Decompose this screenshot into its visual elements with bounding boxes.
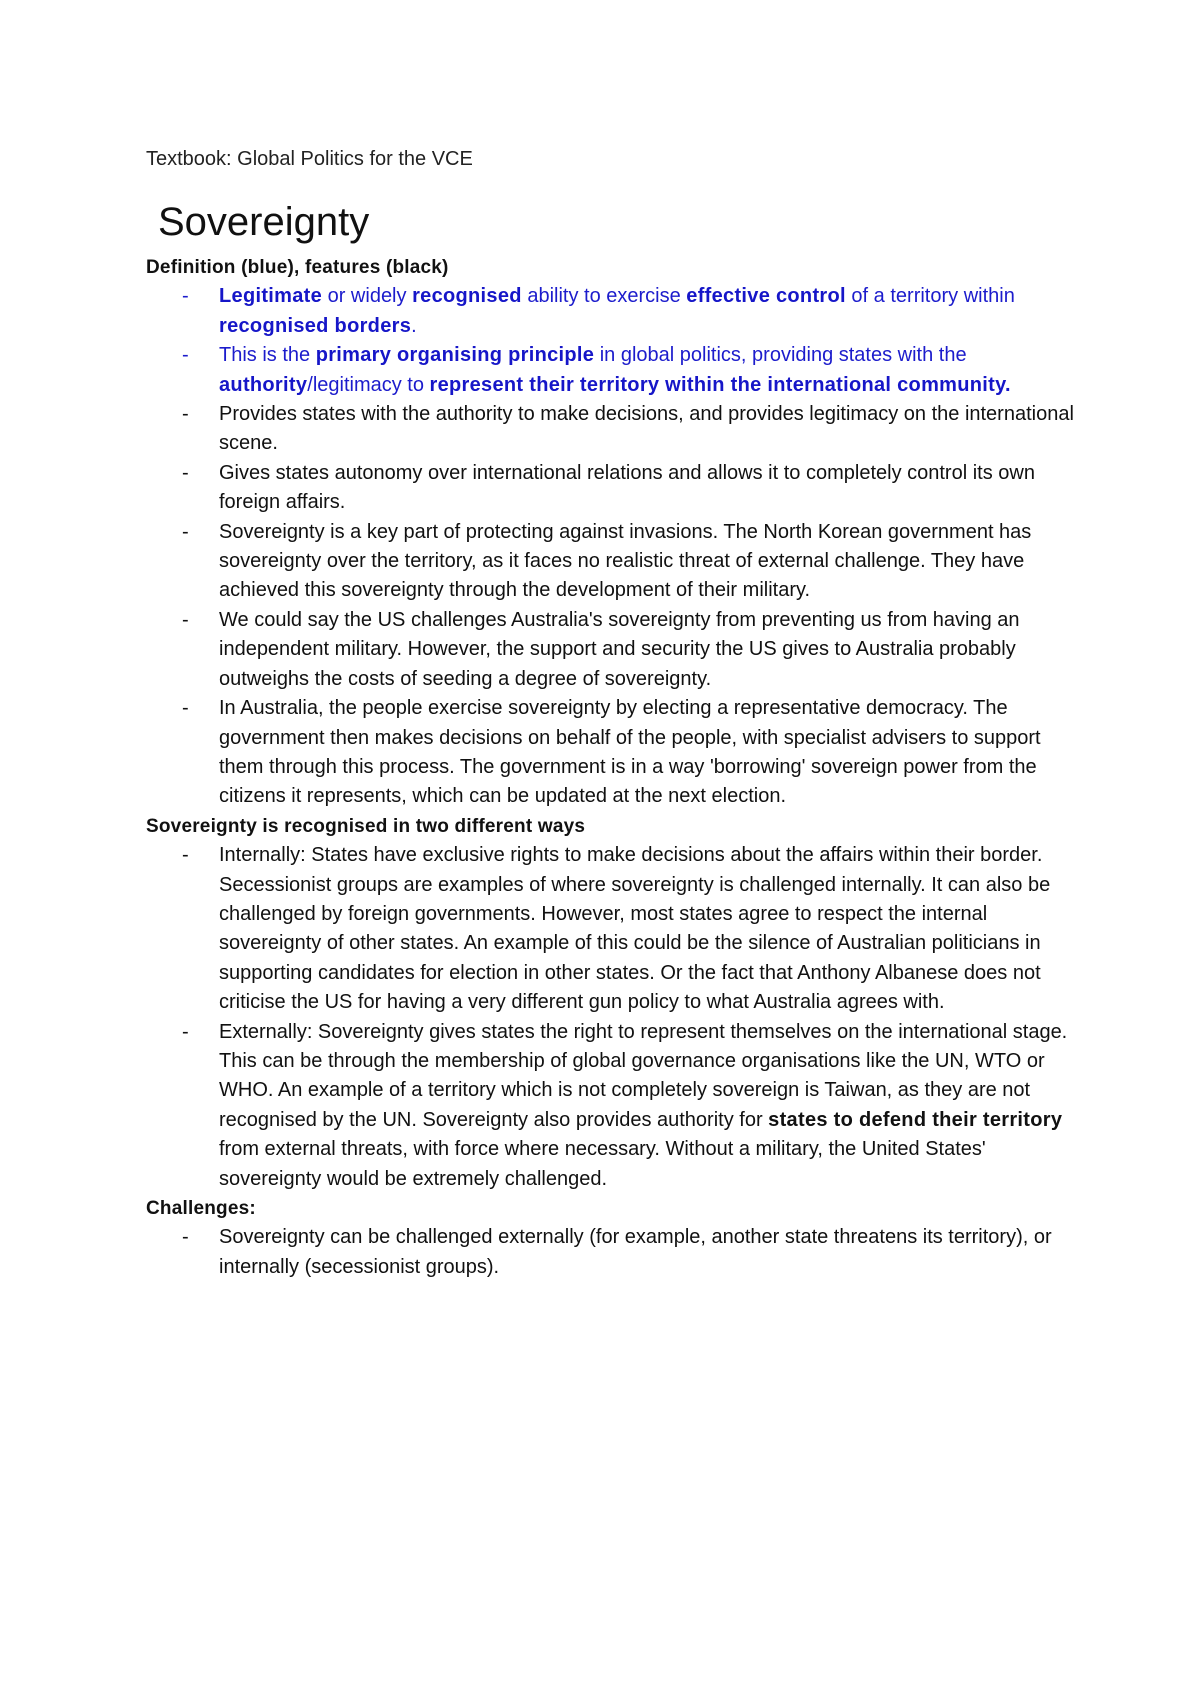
dash-bullet: - [182,285,189,308]
bold-term: primary organising principle [315,344,595,367]
list-item [146,459,1076,518]
bold-term: effective control [686,285,846,308]
list-item [146,606,1076,694]
bold-term: authority [219,373,308,396]
text-span: . [411,314,417,337]
bold-term: recognised borders [219,314,412,337]
bold-term: states to defend their territory [768,1108,1063,1131]
document-content [146,145,1076,1282]
item-text: Gives states autonomy over international relations and allows it to completely control its own foreign affairs. [219,461,1035,514]
text-span: Externally: Sovereignty gives states the right to represent themselves on the international stage. This can be through the membership of global governance organisations like the UN, WTO or WHO. An example of a territory which is not completely sovereign is Taiwan, as they are not recognised by the UN. Sovereignty also provides authority for [219,1020,1068,1131]
dash-bullet: - [182,1226,189,1249]
list-item [146,841,1076,1017]
bold-term: recognised [412,285,522,308]
item-text: Internally: States have exclusive rights to make decisions about the affairs within their border. Secessionist groups are examples of where sovereignty is challenged internally. It can also be challenged by foreign governments. However, most states agree to respect the internal sovereignty of other states. An example of this could be the silence of Australian politicians in supporting candidates for election in other states. Or the fact that Anthony Albanese does not criticise the US for having a very different gun policy to what Australia agrees with. [219,844,1051,1014]
dash-bullet: - [182,403,189,426]
item-text: Provides states with the authority to make decisions, and provides legitimacy on the international scene. [219,403,1074,455]
list-item [146,518,1076,606]
text-span: or widely [322,285,413,308]
dash-bullet: - [182,520,189,543]
dash-bullet: - [182,608,189,631]
text-span: This is the [219,344,316,367]
item-text: We could say the US challenges Australia's sovereignty from preventing us from having an independent military. However, the support and security the US gives to Australia probably outweighs the costs of seeding a degree of sovereignty. [219,608,1020,690]
dash-bullet: - [182,1020,189,1043]
item-text: Sovereignty can be challenged externally (for example, another state threatens its territory), or internally (secessionist groups). [219,1226,1052,1278]
list-item [146,1018,1076,1194]
list-item [146,400,1076,459]
page-title: Sovereignty [158,200,370,244]
dash-bullet: - [182,697,189,720]
textbook-reference: Textbook: Global Politics for the VCE [146,148,473,170]
list-item [146,282,1076,341]
item-text: In Australia, the people exercise sovereignty by electing a representative democracy. The government then makes decisions on behalf of the people, with specialist advisers to support them through this process. The government is in a way 'borrowing' sovereign power from the citizens it represents, which can be updated at the next election. [219,697,1041,808]
text-span: from external threats, with force where necessary. Without a military, the United States' sovereignty would be extremely challenged. [219,1138,986,1190]
definition-list [146,282,1076,811]
item-text: Sovereignty is a key part of protecting against invasions. The North Korean government has sovereignty over the territory, as it faces no realistic threat of external challenge. They have achieved this sovereignty through the development of their military. [219,520,1032,602]
bold-term: represent their territory within the international community. [429,373,1011,396]
challenges-list [146,1223,1076,1282]
text-span: of a territory within [845,285,1015,308]
dash-bullet: - [182,844,189,867]
list-item [146,1223,1076,1282]
dash-bullet: - [182,344,189,367]
dash-bullet: - [182,461,189,484]
challenges-heading: Challenges: [146,1198,256,1219]
list-item [146,694,1076,812]
bold-term: Legitimate [219,285,323,308]
text-span: /legitimacy to [307,373,430,396]
list-item [146,341,1076,400]
text-span: ability to exercise [521,285,687,308]
recognition-list [146,841,1076,1194]
recognition-heading: Sovereignty is recognised in two different ways [146,815,586,837]
text-span: in global politics, providing states with the [594,344,967,367]
definition-heading: Definition (blue), features (black) [146,257,449,278]
